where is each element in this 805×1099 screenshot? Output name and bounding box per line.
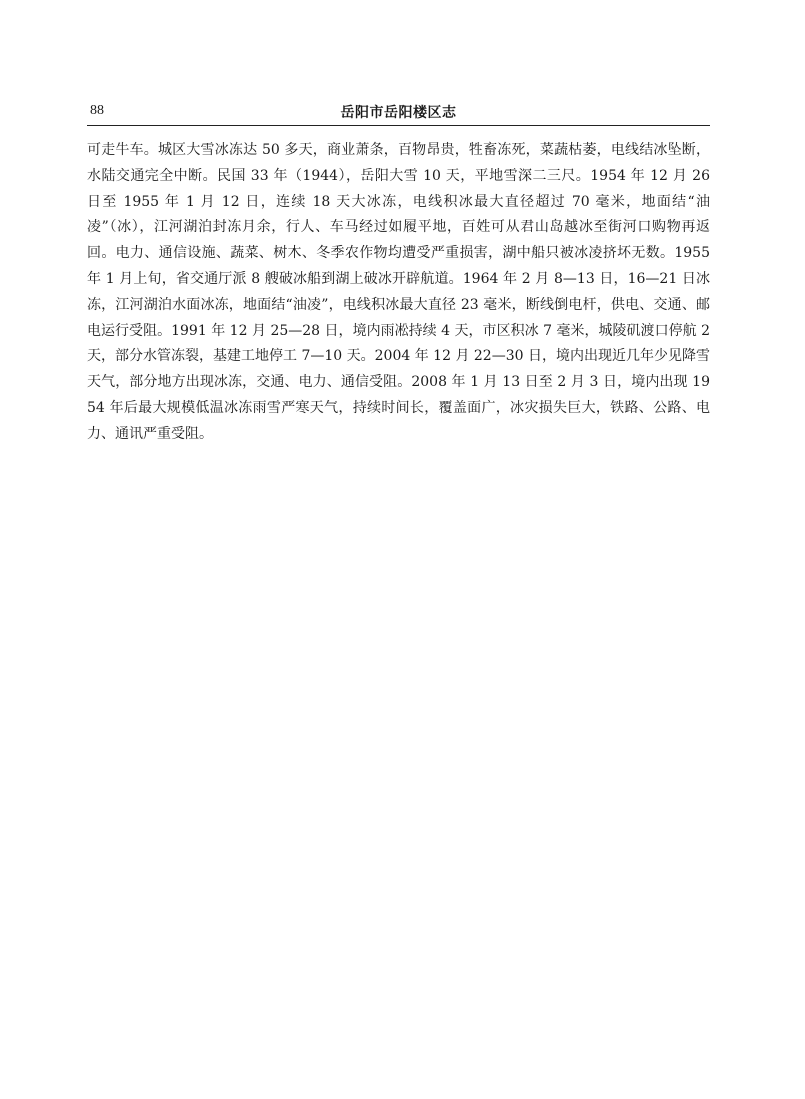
page-number: 88 xyxy=(90,103,104,118)
body-paragraph: 可走牛车。城区大雪冰冻达 50 多天，商业萧条，百物昂贵，牲畜冻死，菜蔬枯萎，电线结冰坠断，水陆交通完全中断。民国 33 年（1944），岳阳大雪 10 天，平地雪深二三尺。1954 年 12 月 26 日至 1955 年 1 月 12 日，连续 18 天大冰冻，电线积冰最大直径超过 70 毫米，地面结“油凌”（冰），江河湖泊封冻月余，行人、车马经过如履平地，百姓可从君山岛越冰至街河口购物再返回。电力、通信设施、蔬菜、树木、冬季农作物均遭受严重损害，湖中船只被冰凌挤坏无数。1955 年 1 月上旬，省交通厅派 8 艘破冰船到湖上破冰开辟航道。1964 年 2 月 8—13 日，16—21 日冰冻，江河湖泊水面冰冻，地面结“油凌”，电线积冰最大直径 23 毫米，断线倒电杆，供电、交通、邮电运行受阻。1991 年 12 月 25—28 日，境内雨凇持续 4 天，市区积冰 7 毫米，城陵矶渡口停航 2 天，部分水管冻裂，基建工地停工 7—10 天。2004 年 12 月 22—30 日，境内出现近几年少见降雪天气，部分地方出现冰冻，交通、电力、通信受阻。2008 年 1 月 13 日至 2 月 3 日，境内出现 1954 年后最大规模低温冰冻雨雪严寒天气，持续时间长，覆盖面广，冰灾损失巨大，铁路、公路、电力、通讯严重受阻。 xyxy=(87,142,710,442)
page-header xyxy=(87,101,710,126)
running-title: 岳阳市岳阳楼区志 xyxy=(340,105,457,121)
